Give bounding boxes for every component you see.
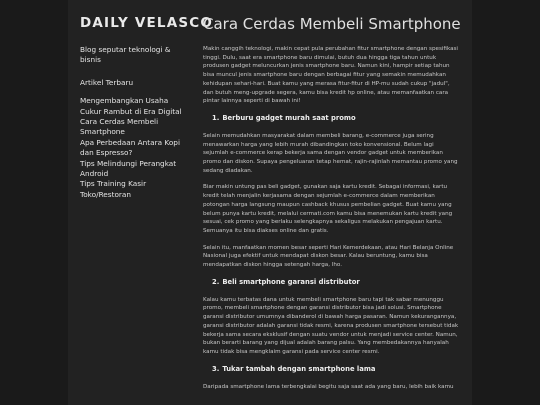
paragraph: Selain memudahkan masyarakat dalam membeli barang, e-commerce juga sering menawarkan harga yang lebih murah dibandingkan toko konvensional. Belum lagi sejumlah e-commerce kerap bekerja sama dengan vendor gadget untuk memberikan promo dan diskon. Supaya pengeluaran tetap hemat, rajin-rajinlah memantau promo yang sedang diadakan. [203, 132, 458, 174]
recent-posts-heading: Artikel Terbaru [80, 77, 134, 87]
article-intro: Makin canggih teknologi, makin cepat pula perubahan fitur smartphone dengan spesifikasi tinggi. Dulu, saat era smartphone baru dimulai, butuh dua hingga tiga tahun untuk produsen gadget meluncurkan jenis smartphone baru. Namun kini, hampir setiap tahun bisa muncul jenis smartphone baru dengan berbagai fitur yang semakin memudahkan kehidupan sehari-hari. Buat kamu yang merasa fitur-fitur di HP-mu sudah cukup "jadul", dan butuh meng-upgrade segera, kamu bisa kredit hp online, atau memanfaatkan cara pintar lainnya seperti di bawah ini! [203, 46, 458, 105]
section-number: 1. [212, 113, 220, 122]
sidebar [80, 45, 190, 200]
recent-post-link[interactable]: Mengembangkan Usaha Cukur Rambut di Era Digital [80, 96, 182, 116]
recent-post-link[interactable]: Apa Perbedaan Antara Kopi dan Espresso? [80, 137, 180, 158]
paragraph: Biar makin untung pas beli gadget, gunakan saja kartu kredit. Sebagai informasi, kartu kredit telah menjalin kerjasama dengan sejumlah e-commerce dalam memberikan potongan harga langsung maupun cashback khusus pembelian gadget. Buat kamu yang belum punya kartu kredit, melalui cermati.com kamu bisa menemukan kartu kredit yang sesuai, cek promo yang berlaku selengkapnya sekaligus melakukan pengajuan kartu. Semuanya itu bisa diakses online dan gratis. [203, 184, 453, 234]
article-body [203, 45, 459, 399]
recent-post-link[interactable]: Tips Melindungi Perangkat Android [80, 158, 177, 179]
section-heading [203, 278, 459, 287]
recent-posts-list [80, 96, 190, 200]
section-number: 2. [212, 277, 220, 286]
paragraph: Selain itu, manfaatkan momen besar seperti Hari Kemerdekaan, atau Hari Belanja Online Nasional juga efektif untuk mendapat diskon besar. Kalau beruntung, kamu bisa mendapatkan diskon hingga setengah harga, lho. [203, 244, 454, 269]
paragraph: Daripada smartphone lama terbengkalai begitu saja saat ada yang baru, lebih baik kamu [203, 383, 454, 390]
section-title: Beli smartphone garansi distributor [222, 277, 360, 286]
site-tagline: Blog seputar teknologi & bisnis [80, 45, 171, 65]
recent-post-link[interactable]: Tips Training Kasir Toko/Restoran [80, 179, 147, 199]
section-number: 3. [212, 364, 220, 373]
article-title: Cara Cerdas Membeli Smartphone [203, 15, 461, 33]
section-title: Tukar tambah dengan smartphone lama [222, 364, 376, 373]
section-title: Berburu gadget murah saat promo [222, 113, 356, 122]
section-heading [203, 365, 459, 374]
paragraph: Kalau kamu terbatas dana untuk membeli smartphone baru tapi tak sabar menunggu promo, membeli smartphone dengan garansi distributor bisa jadi solusi. Smartphone garansi distributor umumnya dibanderol di bawah harga pasaran. Namun kekurangannya, garansi distributor adalah garansi tidak resmi, karena produsen smartphone tersebut tidak bekerja sama secara eksklusif dengan suatu vendor untuk menjadi service center. Namun, bukan berarti barang yang dijual adalah barang palsu. Yang membedakannya hanyalah kamu tidak bisa mengklaim garansi pada service center resmi. [203, 296, 459, 355]
recent-post-link[interactable]: Cara Cerdas Membeli Smartphone [80, 117, 159, 137]
site-title[interactable]: DAILY VELASCO [80, 15, 214, 31]
section-heading [203, 114, 459, 123]
